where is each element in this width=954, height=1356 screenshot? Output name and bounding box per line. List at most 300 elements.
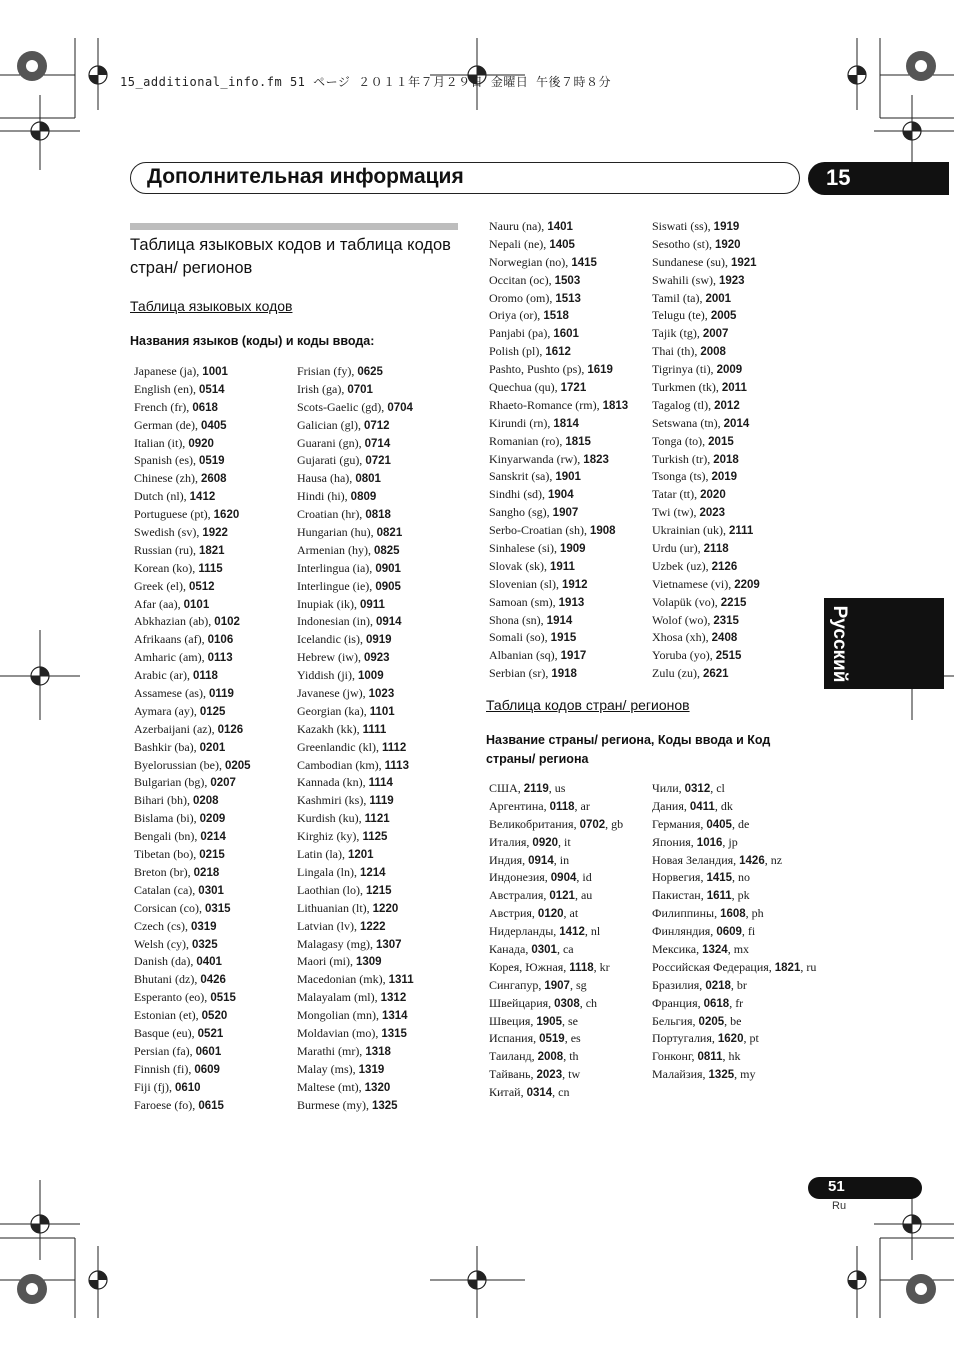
code-entry — [489, 379, 628, 397]
entry-code: 1311 — [388, 974, 414, 987]
entry-name: Аргентина, — [489, 798, 550, 813]
code-entry — [489, 941, 623, 959]
entry-name: Австралия, — [489, 888, 550, 903]
entry-code: 2215 — [720, 596, 747, 609]
code-entry — [652, 905, 816, 923]
entry-name: Corsican (co), — [134, 900, 205, 915]
entry-name: Persian (fa), — [134, 1043, 196, 1058]
entry-code: 0521 — [197, 1027, 224, 1040]
code-entry — [652, 343, 760, 361]
entry-name: Spanish (es), — [134, 453, 199, 468]
entry-name: Япония, — [652, 834, 697, 849]
code-entry — [134, 936, 251, 954]
code-entry — [134, 399, 251, 417]
entry-name: Interlingua (ia), — [297, 560, 376, 575]
code-entry — [489, 307, 628, 325]
entry-code: 0520 — [201, 1010, 228, 1023]
entry-name: Kinyarwanda (rw), — [489, 451, 584, 466]
entry-code: 0512 — [188, 580, 215, 593]
code-entry — [134, 506, 251, 524]
entry-name: Бразилия, — [652, 977, 706, 992]
entry-name: Slovak (sk), — [489, 558, 550, 573]
code-entry — [652, 397, 760, 415]
code-entry — [489, 905, 623, 923]
code-entry — [652, 433, 760, 451]
entry-name: Финляндия, — [652, 924, 717, 939]
entry-name: Xhosa (xh), — [652, 630, 712, 645]
entry-code: 1415 — [571, 256, 597, 269]
entry-country-code: , ph — [745, 906, 764, 921]
code-entry — [297, 596, 414, 614]
code-entry — [652, 834, 816, 852]
entry-name: Испания, — [489, 1031, 540, 1046]
code-entry — [134, 703, 251, 721]
entry-code: 1513 — [555, 292, 581, 305]
entry-name: Швеция, — [489, 1013, 537, 1028]
code-entry — [489, 468, 628, 486]
country-table-heading: Таблица кодов стран/ регионов — [486, 697, 690, 713]
code-entry — [297, 757, 414, 775]
entry-code: 0119 — [208, 688, 234, 701]
entry-code: 2315 — [713, 614, 739, 627]
chapter-title: Дополнительная информация — [147, 165, 464, 188]
entry-code: 0701 — [347, 383, 373, 396]
code-entry — [297, 810, 414, 828]
code-entry — [134, 613, 251, 631]
country-column-2 — [652, 780, 816, 1084]
entry-name: Hungarian (hu), — [297, 525, 377, 540]
code-entry — [652, 325, 760, 343]
entry-name: Bashkir (ba), — [134, 739, 200, 754]
code-entry — [134, 1061, 251, 1079]
entry-name: Shona (sn), — [489, 612, 547, 627]
code-entry — [297, 703, 414, 721]
entry-name: Таиланд, — [489, 1049, 538, 1064]
entry-code: 2014 — [723, 417, 750, 430]
entry-name: Новая Зеландия, — [652, 852, 740, 867]
entry-country-code: , cn — [552, 1085, 570, 1100]
entry-code: 0207 — [210, 777, 236, 790]
code-entry — [297, 989, 414, 1007]
entry-code: 2007 — [702, 328, 729, 341]
entry-code: 1325 — [708, 1069, 735, 1082]
entry-code: 1113 — [384, 759, 409, 772]
entry-code: 2011 — [721, 382, 747, 395]
entry-code: 0201 — [199, 741, 226, 754]
entry-code: 2005 — [710, 310, 737, 323]
entry-name: Tibetan (bo), — [134, 847, 200, 862]
entry-name: Португалия, — [652, 1031, 718, 1046]
code-entry — [297, 918, 414, 936]
code-entry — [489, 647, 628, 665]
entry-name: Индонезия, — [489, 870, 551, 885]
entry-code: 1215 — [365, 884, 392, 897]
entry-name: Afrikaans (af), — [134, 632, 208, 647]
entry-code: 2515 — [715, 650, 742, 663]
entry-name: Javanese (jw), — [297, 686, 369, 701]
code-entry — [652, 887, 816, 905]
entry-name: Arabic (ar), — [134, 668, 193, 683]
entry-country-code: , ca — [556, 942, 574, 957]
entry-code: 0101 — [183, 598, 210, 611]
code-entry — [297, 470, 414, 488]
code-entry — [652, 941, 816, 959]
entry-code: 1907 — [544, 979, 570, 992]
entry-code: 0714 — [364, 437, 391, 450]
code-entry — [489, 887, 623, 905]
entry-name: Sanskrit (sa), — [489, 469, 556, 484]
code-entry — [297, 1007, 414, 1025]
code-entry — [297, 452, 414, 470]
entry-name: Sesotho (st), — [652, 236, 715, 251]
entry-name: Kazakh (kk), — [297, 721, 363, 736]
code-entry — [134, 631, 251, 649]
entry-code: 0914 — [375, 616, 402, 629]
entry-code: 2023 — [699, 507, 726, 520]
entry-code: 0209 — [199, 813, 226, 826]
entry-country-code: , gb — [605, 816, 624, 831]
entry-code: 0125 — [199, 705, 226, 718]
code-entry — [134, 739, 251, 757]
entry-name: Kurdish (ku), — [297, 811, 365, 826]
entry-code: 1220 — [372, 902, 399, 915]
entry-country-code: , tw — [562, 1067, 581, 1082]
code-entry — [489, 540, 628, 558]
entry-code: 1901 — [555, 471, 581, 484]
code-entry — [134, 774, 251, 792]
code-entry — [652, 1013, 816, 1031]
entry-name: Welsh (cy), — [134, 936, 193, 951]
code-entry — [297, 399, 414, 417]
entry-country-code: , in — [553, 852, 570, 867]
entry-code: 0519 — [539, 1033, 565, 1046]
code-entry — [489, 451, 628, 469]
code-entry — [297, 613, 414, 631]
entry-code: 1114 — [368, 777, 393, 790]
code-entry — [134, 953, 251, 971]
page-number: 51 — [828, 1178, 845, 1195]
code-entry — [652, 468, 760, 486]
entry-code: 0205 — [698, 1015, 725, 1028]
entry-name: English (en), — [134, 381, 199, 396]
entry-code: 1911 — [550, 560, 575, 573]
code-entry — [297, 900, 414, 918]
code-entry — [489, 816, 623, 834]
entry-code: 2126 — [711, 560, 738, 573]
entry-name: Тайвань, — [489, 1067, 537, 1082]
entry-country-code: , de — [731, 816, 750, 831]
code-entry — [489, 486, 628, 504]
entry-code: 1905 — [536, 1015, 562, 1028]
entry-code: 2015 — [708, 435, 734, 448]
entry-code: 2111 — [728, 525, 754, 538]
entry-name: Italian (it), — [134, 435, 189, 450]
entry-code: 1112 — [381, 741, 407, 754]
code-entry — [134, 1097, 251, 1115]
code-entry — [134, 381, 251, 399]
entry-code: 1426 — [739, 854, 765, 867]
code-entry — [297, 971, 414, 989]
code-entry — [652, 1030, 816, 1048]
entry-country-code: , cl — [710, 781, 725, 795]
entry-code: 1315 — [381, 1027, 407, 1040]
code-entry — [652, 576, 760, 594]
entry-name: Korean (ko), — [134, 560, 199, 575]
code-entry — [134, 882, 251, 900]
entry-name: Fiji (fj), — [134, 1079, 175, 1094]
entry-name: Швейцария, — [489, 995, 555, 1010]
entry-name: Georgian (ka), — [297, 703, 370, 718]
entry-code: 2408 — [711, 632, 738, 645]
entry-name: Kirghiz (ky), — [297, 829, 363, 844]
entry-code: 0609 — [194, 1063, 220, 1076]
entry-code: 1009 — [358, 670, 384, 683]
entry-code: 1620 — [717, 1033, 744, 1046]
code-entry — [134, 685, 251, 703]
entry-code: 0314 — [526, 1087, 553, 1100]
section-rule — [130, 223, 458, 230]
entry-name: Sundanese (su), — [652, 254, 731, 269]
entry-name: Малайзия, — [652, 1067, 709, 1082]
entry-code: 0809 — [350, 491, 377, 504]
entry-code: 0411 — [689, 800, 715, 813]
entry-name: Inupiak (ik), — [297, 596, 360, 611]
entry-code: 1612 — [545, 346, 571, 359]
entry-name: Breton (br), — [134, 864, 194, 879]
code-entry — [297, 1025, 414, 1043]
entry-name: Twi (tw), — [652, 505, 700, 520]
entry-name: Swedish (sv), — [134, 525, 203, 540]
entry-code: 0325 — [192, 938, 218, 951]
language-table-subheading: Названия языков (коды) и коды ввода: — [130, 334, 375, 348]
entry-code: 1324 — [702, 944, 728, 957]
entry-code: 1611 — [706, 890, 732, 903]
code-entry — [297, 506, 414, 524]
language-column-2 — [297, 363, 414, 1114]
entry-code: 1913 — [558, 596, 585, 609]
entry-name: Пакистан, — [652, 888, 707, 903]
entry-name: Burmese (my), — [297, 1097, 372, 1112]
entry-name: Tagalog (tl), — [652, 397, 715, 412]
entry-code: 0919 — [365, 634, 392, 647]
code-entry — [652, 451, 760, 469]
entry-name: Galician (gl), — [297, 417, 364, 432]
code-entry — [652, 612, 760, 630]
entry-name: Tamil (ta), — [652, 290, 706, 305]
entry-code: 1115 — [198, 562, 223, 575]
entry-country-code: , pk — [731, 888, 750, 903]
code-entry — [489, 433, 628, 451]
code-entry — [134, 470, 251, 488]
code-entry — [652, 852, 816, 870]
code-entry — [134, 578, 251, 596]
code-entry — [652, 629, 760, 647]
code-entry — [134, 1007, 251, 1025]
entry-name: Finnish (fi), — [134, 1061, 195, 1076]
entry-code: 0301 — [198, 884, 224, 897]
code-entry — [652, 218, 760, 236]
entry-name: Latvian (lv), — [297, 918, 360, 933]
code-entry — [297, 667, 414, 685]
entry-code: 1214 — [359, 866, 386, 879]
code-entry — [134, 488, 251, 506]
code-entry — [489, 290, 628, 308]
code-entry — [134, 1043, 251, 1061]
code-entry — [652, 869, 816, 887]
entry-country-code: , dk — [714, 798, 733, 813]
entry-name: Германия, — [652, 816, 707, 831]
entry-code: 0920 — [188, 437, 214, 450]
entry-code: 1823 — [583, 453, 609, 466]
code-entry — [489, 558, 628, 576]
code-entry — [297, 882, 414, 900]
entry-name: Chinese (zh), — [134, 471, 201, 486]
code-entry — [134, 846, 251, 864]
entry-code: 0312 — [684, 783, 711, 795]
entry-code: 0618 — [703, 997, 730, 1010]
code-entry — [297, 560, 414, 578]
entry-name: Irish (ga), — [297, 381, 348, 396]
entry-name: Afar (aa), — [134, 596, 184, 611]
entry-name: Oromo (om), — [489, 290, 556, 305]
entry-code: 0914 — [528, 854, 554, 867]
entry-name: Somali (so), — [489, 630, 551, 645]
entry-code: 0901 — [375, 562, 401, 575]
entry-name: Czech (cs), — [134, 918, 191, 933]
entry-code: 1821 — [199, 544, 225, 557]
code-entry — [489, 1066, 623, 1084]
code-entry — [652, 1066, 816, 1084]
code-entry — [652, 816, 816, 834]
entry-name: Oriya (or), — [489, 308, 544, 323]
code-entry — [652, 486, 760, 504]
page-number-tab — [808, 1177, 922, 1199]
entry-code: 0218 — [705, 979, 731, 992]
code-entry — [297, 363, 414, 381]
entry-name: Чили, — [652, 781, 685, 795]
entry-code: 0818 — [365, 509, 391, 522]
code-entry — [489, 995, 623, 1013]
entry-code: 0615 — [198, 1099, 224, 1112]
entry-code: 1101 — [369, 705, 395, 718]
code-entry — [134, 435, 251, 453]
entry-code: 2008 — [700, 346, 726, 359]
entry-name: Bulgarian (bg), — [134, 775, 211, 790]
code-entry — [297, 1043, 414, 1061]
code-entry — [489, 977, 623, 995]
code-entry — [652, 798, 816, 816]
language-column-4 — [652, 218, 760, 683]
code-entry — [134, 417, 251, 435]
entry-code: 0923 — [363, 652, 390, 665]
code-entry — [297, 381, 414, 399]
entry-country-code: , pt — [743, 1031, 759, 1046]
code-entry — [489, 923, 623, 941]
code-entry — [489, 629, 628, 647]
code-entry — [134, 363, 251, 381]
code-entry — [134, 900, 251, 918]
entry-country-code: , fr — [729, 995, 744, 1010]
entry-code: 0118 — [192, 670, 218, 683]
entry-country-code: , it — [558, 834, 571, 849]
entry-name: Russian (ru), — [134, 542, 199, 557]
entry-code: 1814 — [553, 417, 579, 430]
code-entry — [297, 792, 414, 810]
entry-name: Mongolian (mn), — [297, 1008, 382, 1023]
code-entry — [489, 415, 628, 433]
entry-name: Nauru (na), — [489, 219, 548, 233]
code-entry — [134, 828, 251, 846]
entry-code: 0609 — [716, 926, 742, 939]
entry-code: 0911 — [359, 598, 385, 611]
language-column-1 — [134, 363, 251, 1114]
code-entry — [652, 504, 760, 522]
code-entry — [297, 649, 414, 667]
entry-name: Lithuanian (lt), — [297, 900, 373, 915]
language-column-3 — [489, 218, 628, 683]
entry-code: 1912 — [562, 578, 588, 591]
code-entry — [489, 959, 623, 977]
entry-code: 2020 — [700, 489, 726, 502]
entry-code: 1821 — [774, 961, 801, 974]
entry-name: Danish (da), — [134, 954, 197, 969]
code-entry — [489, 1084, 623, 1102]
entry-name: Kannada (kn), — [297, 775, 369, 790]
code-entry — [489, 397, 628, 415]
entry-code: 1325 — [371, 1099, 398, 1112]
code-entry — [134, 971, 251, 989]
entry-code: 2119 — [523, 783, 549, 795]
entry-code: 2621 — [702, 668, 729, 681]
code-entry — [489, 576, 628, 594]
entry-name: Tajik (tg), — [652, 326, 703, 341]
entry-name: Polish (pl), — [489, 344, 546, 359]
entry-name: Мексика, — [652, 942, 703, 957]
code-entry — [134, 667, 251, 685]
entry-code: 0618 — [192, 401, 218, 414]
code-entry — [652, 361, 760, 379]
entry-code: 1923 — [719, 274, 745, 287]
entry-name: Frisian (fy), — [297, 364, 358, 378]
entry-name: Guarani (gn), — [297, 435, 365, 450]
entry-code: 0118 — [549, 800, 575, 813]
entry-name: Hindi (hi), — [297, 489, 351, 504]
entry-name: Gujarati (gu), — [297, 453, 366, 468]
entry-code: 1405 — [549, 238, 575, 251]
entry-name: Armenian (hy), — [297, 542, 374, 557]
section-title: Таблица языковых кодов и таблица кодов стран/ регионов — [130, 236, 451, 277]
code-entry — [297, 739, 414, 757]
code-entry — [134, 918, 251, 936]
entry-name: Tatar (tt), — [652, 487, 701, 502]
entry-code: 0102 — [214, 616, 240, 629]
entry-code: 0721 — [365, 455, 391, 468]
entry-code: 0405 — [706, 818, 732, 831]
entry-name: Greek (el), — [134, 578, 189, 593]
entry-code: 1503 — [554, 274, 581, 287]
entry-name: Норвегия, — [652, 870, 707, 885]
entry-code: 0205 — [224, 759, 251, 772]
entry-code: 0426 — [200, 974, 226, 987]
entry-name: Филиппины, — [652, 906, 721, 921]
entry-code: 1412 — [559, 926, 585, 939]
code-entry — [489, 612, 628, 630]
entry-name: Sindhi (sd), — [489, 487, 549, 502]
entry-code: 0702 — [579, 818, 606, 831]
entry-code: 1125 — [362, 831, 388, 844]
entry-name: Hebrew (iw), — [297, 650, 364, 665]
entry-code: 0120 — [537, 908, 564, 921]
